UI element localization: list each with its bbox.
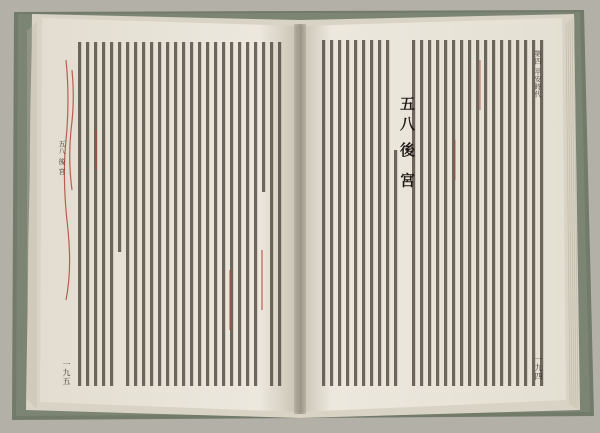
left-running-head: 五八 後 宮: [58, 140, 66, 176]
right-page-number: 一九四: [534, 355, 543, 381]
chapter-number: 五八: [398, 96, 416, 136]
left-page-number: 一九五: [62, 360, 71, 386]
left-page-text-layer: [60, 0, 298, 433]
chapter-title: 後 宮: [398, 142, 416, 193]
right-running-head: 第四 平安時代: [534, 50, 542, 98]
right-page-text-layer: [308, 0, 544, 433]
